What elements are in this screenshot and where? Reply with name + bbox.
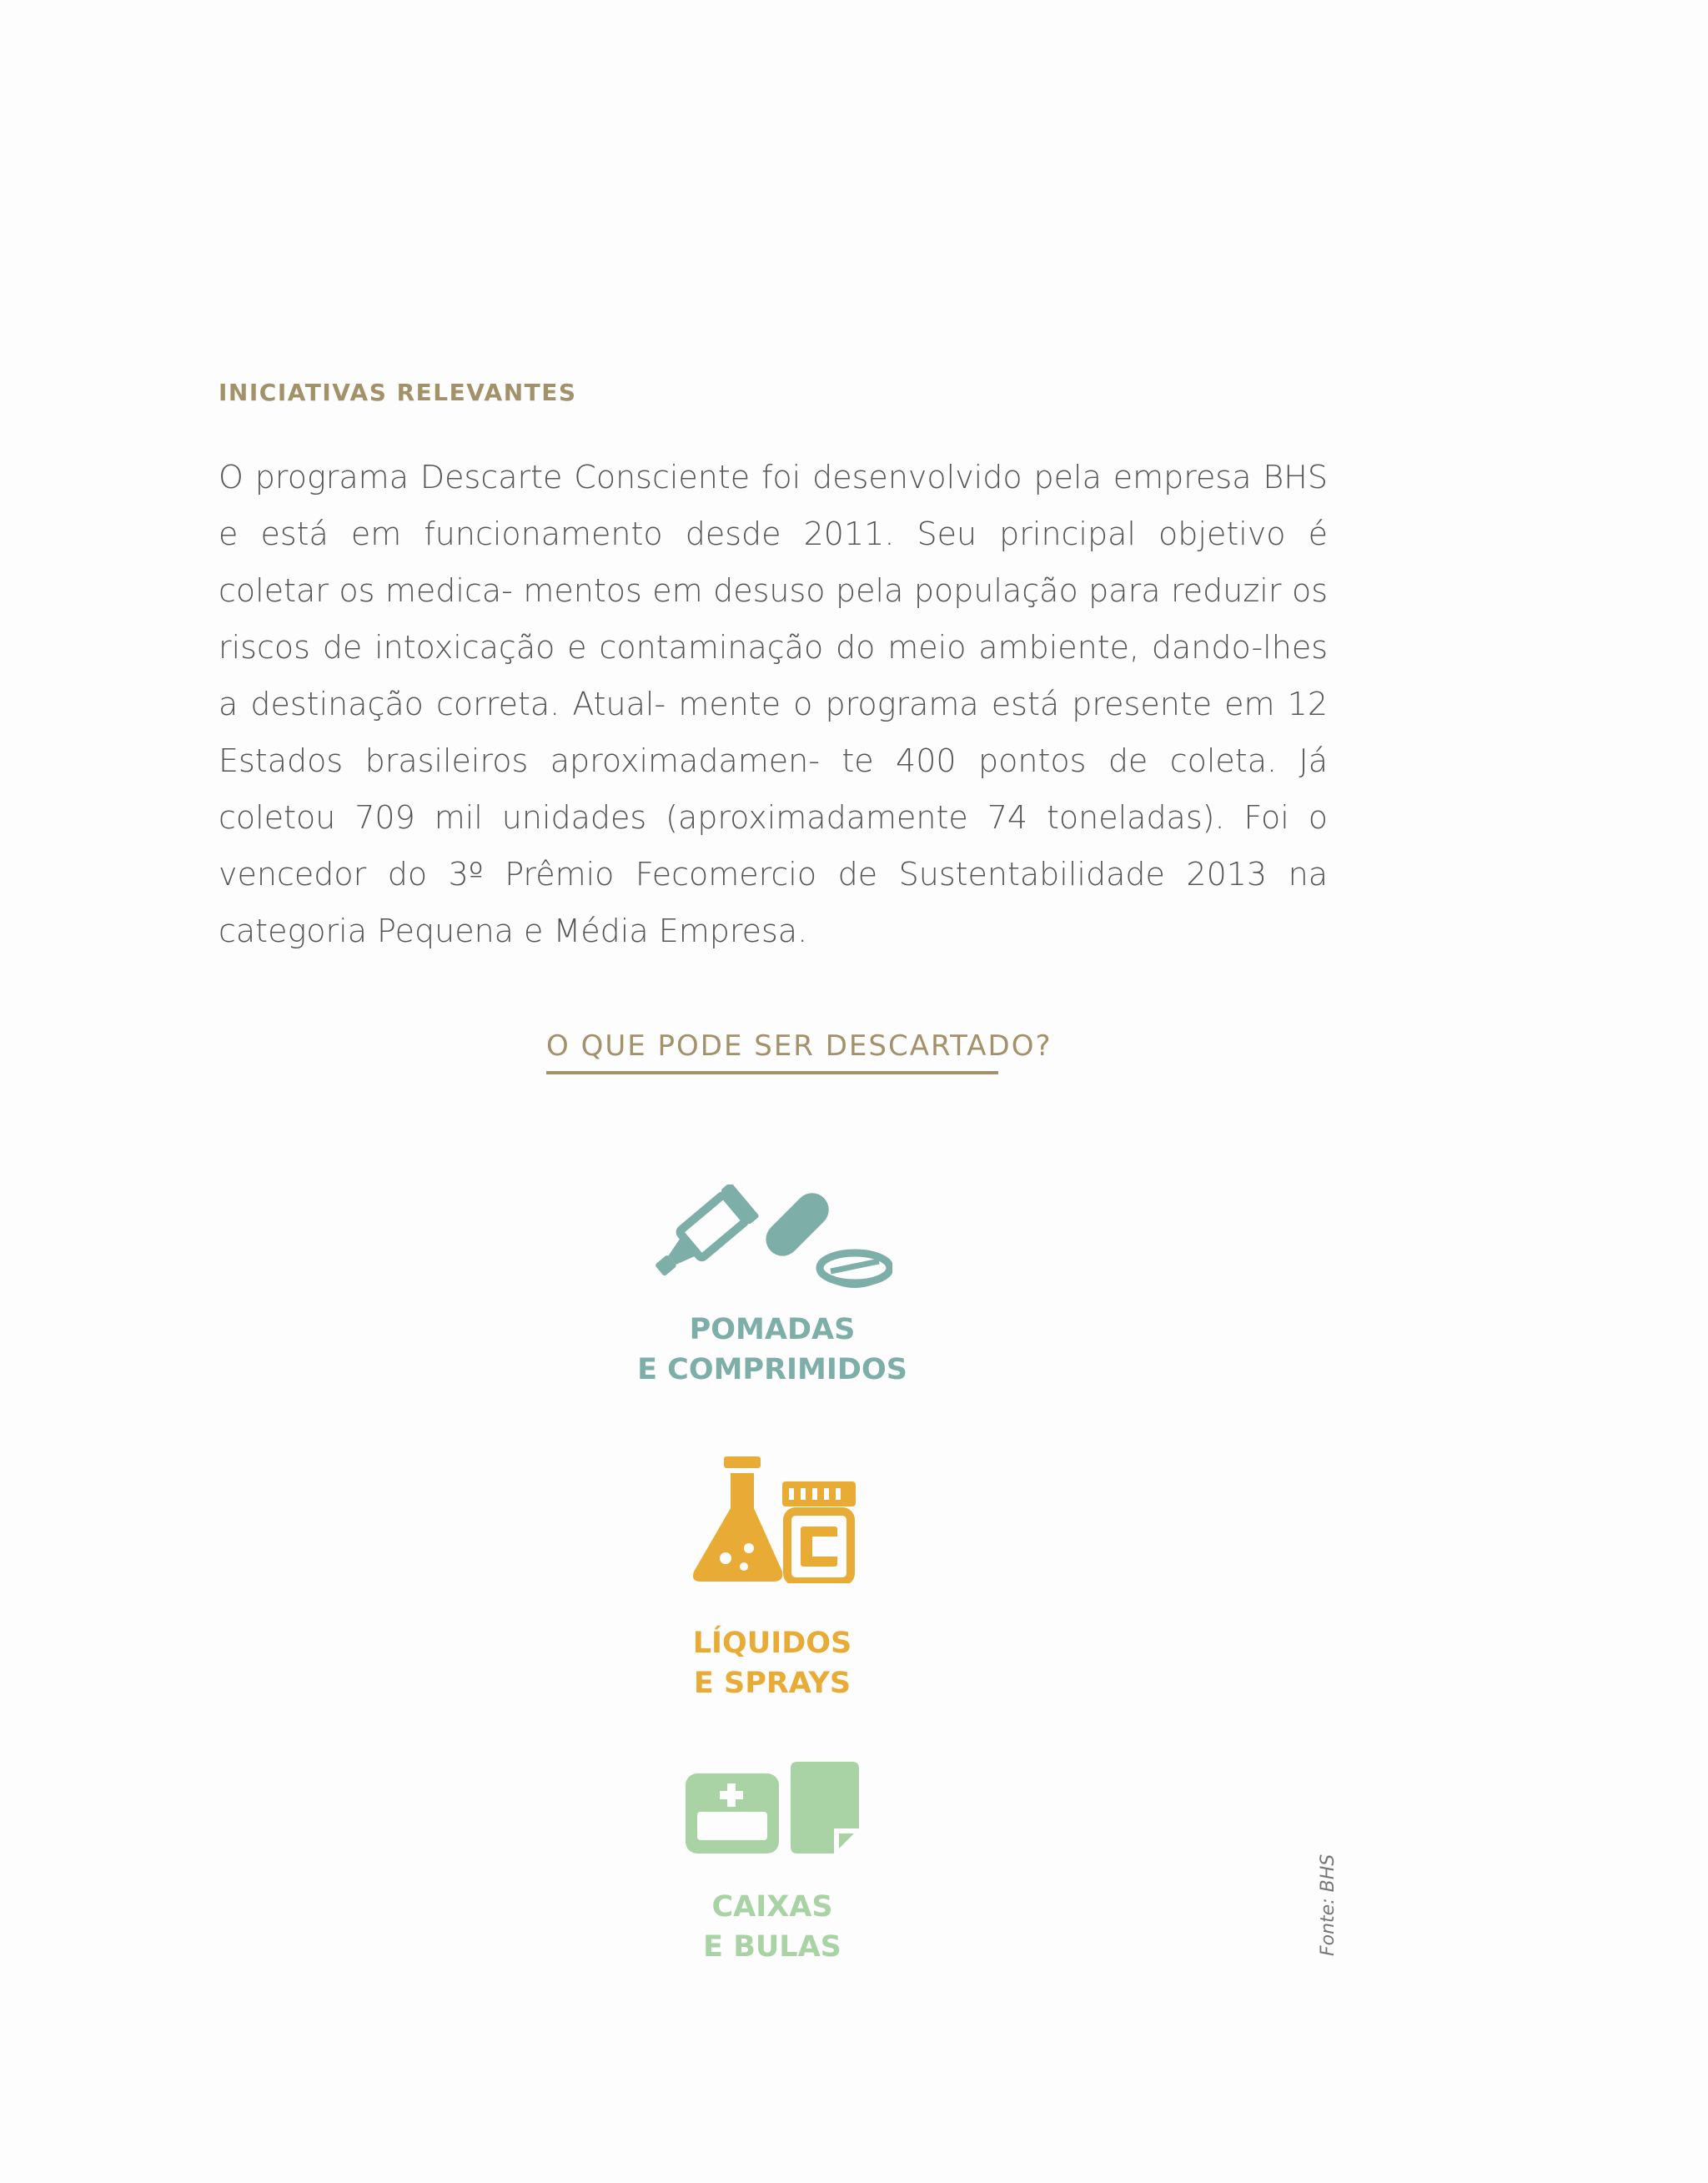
category-line: E SPRAYS (693, 1667, 851, 1700)
category-line: E BULAS (703, 1930, 841, 1964)
source-note: Fonte: BHS (1318, 1854, 1339, 1956)
body-line: mentos em desuso pela população para reduzir os riscos de intoxicação e (219, 572, 1328, 666)
category-label-caixas (564, 1887, 981, 1967)
body-line: toneladas). Foi o vencedor do 3º Prêmio Fecomercio de Sustentabilidade 2013 (219, 799, 1328, 893)
section-question-heading: O QUE PODE SER DESCARTADO? (546, 1029, 998, 1074)
tube-and-pills-icon (654, 1185, 892, 1293)
body-line: em funcionamento desde 2011. Seu principal objetivo é coletar os medica- (219, 516, 1328, 609)
body-line: contaminação do meio ambiente, dando-lhes a destinação correta. Atual- (219, 629, 1328, 722)
category-line: LÍQUIDOS (692, 1627, 852, 1660)
category-line: CAIXAS (711, 1890, 833, 1924)
body-line: O programa Descarte Consciente foi desenvolvido pela empresa BHS e está (219, 459, 1328, 552)
body-line: mente o programa está presente em 12 Estados brasileiros aproximadamen- (219, 686, 1329, 779)
box-and-leaflet-icon (686, 1762, 859, 1854)
section-label: INICIATIVAS RELEVANTES (219, 379, 577, 406)
category-label-pomadas (564, 1310, 981, 1390)
body-line: te 400 pontos de coleta. Já coletou 709 mil unidades (aproximadamente 74 (219, 742, 1328, 836)
category-label-liquidos (564, 1623, 981, 1703)
body-paragraph (219, 449, 1328, 959)
category-line: E COMPRIMIDOS (637, 1353, 907, 1386)
category-line: POMADAS (689, 1313, 856, 1346)
body-line: na categoria Pequena e Média Empresa. (219, 856, 1328, 949)
flask-and-bottle-icon (689, 1456, 856, 1583)
